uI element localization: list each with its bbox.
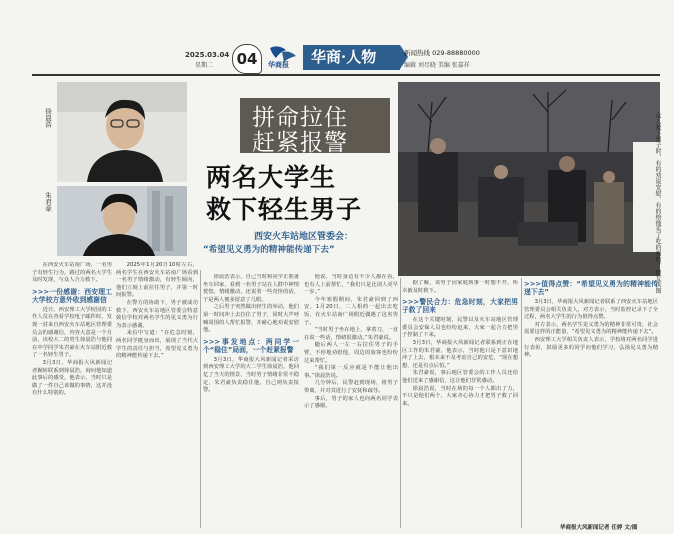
page-number: 04 [232, 44, 262, 74]
paragraph: “我们第一反应就是不能让他出事。”徐晨浩说。 [304, 365, 398, 379]
column-divider [521, 278, 522, 528]
article-column-1b [116, 262, 198, 530]
header-rule [32, 74, 660, 76]
portrait-name-2: 朱君豪 [44, 192, 52, 212]
portrait-photo-2 [57, 186, 187, 256]
paragraph: 徐晨浩表示，自己当时和同学正准备坐车回家，看到一名男子站在人群中神情恍惚，情绪激动，还说着一些奇怪的话，于是两人便多留意了几眼。 [203, 274, 299, 303]
headline-line-4: 救下轻生男子 [206, 195, 363, 224]
paragraph: 2025年1月20日10时左右，两名学生在西安火车站南广场看到一名男子情绪激动，有轻生倾向，他们立刻上前拉住男子，并第一时间报警。 [116, 262, 198, 299]
paragraph: 朱君豪说，事后地区管委会的工作人员还给他们送来了感谢信，这让他们非常感动。 [402, 370, 518, 384]
paragraph: 他说，当时身边有不少人都在看，也有人上前帮忙，“我们只是比别人更早一步。” [304, 274, 398, 296]
subhead-2: >>>事发地点：两同学一个“稳住”局面，一个赶紧报警 [203, 337, 299, 354]
scene-photo-caption: 众人救下男子时，有的劝说安慰，有的给他买了吃的喝的。 网友供图 [654, 112, 661, 294]
newspaper-logo-text: 华商报 [268, 61, 289, 69]
paragraph: 3月3日，华商报大风新闻记者采访到西安理工大学的大二学生徐晨浩，他回忆了当天的情景，当时男子情绪非常不稳定，朱君豪负责稳住他，自己则负责报警。 [203, 356, 299, 394]
issue-date: 2025.03.04 [185, 51, 230, 59]
editor-credits: 编辑 刘尽晓 美编 张嘉祥 [404, 62, 470, 69]
paragraph: 3月3日，华商报大风新闻记者联系了西安火车站地区管理委员会相关负责人，对方表示，当时监控记录下了全过程，两名大学生的行为值得点赞。 [524, 299, 658, 321]
section-title: 华商·人物 [303, 45, 400, 70]
column-divider [400, 278, 401, 528]
paragraph: 在警方的协助下，男子被成功救下，西安火车站地区管委会特意致信学校对两名学生的见义勇为行为表示感谢。 [116, 299, 198, 329]
subhead-4: >>>警民合力：危急时刻，大家把男子救了回来 [402, 298, 518, 315]
portrait-photo-1 [57, 82, 187, 182]
paragraph: 几分钟后，民警赶到现场，将男子带离，并对其进行了安抚和疏导。 [304, 380, 398, 394]
scene-photo [398, 82, 660, 276]
paragraph: 近日，西安理工大学校园的工作人员在查看学校电子邮件时，发现一封来自西安火车站地区管理委员会的感谢信，内容大意是一个月前，该校大二的男生徐晨浩与他同在中学同学朱君豪在火车站附近救了一名轻生男子。 [32, 306, 112, 359]
subheadline-1: 西安火车站地区管委会： [254, 232, 354, 242]
article-column-1 [32, 262, 112, 530]
article-column-4 [402, 280, 518, 530]
paragraph: 在这个关键时刻，民警以及火车站地区管理委员会安保人员也纷纷赶来，大家一起合力把男子控制了下来。 [402, 317, 518, 339]
subhead-5: >>>值得点赞：“希望见义勇为的精神能传递下去” [524, 280, 658, 296]
subhead-1: >>>一份感谢：西安理工大学校方意外收到感谢信 [32, 287, 112, 304]
article-column-3 [304, 274, 398, 530]
paragraph: 3月3日，华商报大风新闻记者联系到正在地区工作的朱君豪，他表示，当时他只是下意识地冲了上去，根本来不及考虑自己的安危，“现在想想，还是有点后怕。” [402, 339, 518, 369]
article-column-5 [524, 280, 658, 522]
paragraph: 今年寒假期间，朱君豪回到了西安，1月20日，二人相约一起出去吃饭，在火车站南广场附近偶遇了这名男子。 [304, 296, 398, 326]
column-divider [200, 270, 201, 528]
paragraph: 对方表示，两名学生见义勇为的精神非常可贵，社会需要这样的正能量，“希望见义勇为的精神能传递下去”。 [524, 321, 658, 336]
portrait-name-1: 徐晨浩 [44, 108, 52, 128]
news-hotline: 新闻热线 029-88880000 [404, 49, 480, 57]
headline-line-1: 拼命拉住 [252, 105, 348, 131]
paragraph: 之后男子突然做出轻生的举动，他们第一时间冲上去拉住了男子，同时大声呼喊周围的人帮忙报警，并耐心地劝说安慰他。 [203, 304, 299, 334]
byline-signature: 华商报大风新闻记者 任婷 文/图 [560, 525, 638, 531]
paragraph: 据了解，该男子因家庭琐事一时想不开，所幸被及时救下。 [402, 280, 518, 294]
paragraph: 在西安火车站南广场，一名男子有轻生行为，路过的两名大学生及时发现，与众人合力救下。 [32, 262, 112, 284]
paragraph: 徐晨浩说，当时在场的每一个人都出了力，不只是他们两个，大家齐心协力才把男子救了回来。 [402, 385, 518, 407]
paragraph: “当时男子坐在地上，拿着刀，一直在说一些话，情绪很激动。”朱君豪说。 [304, 327, 398, 341]
headline-line-2: 赶紧报警 [252, 130, 348, 156]
paragraph: 事后，男子的家人也向两名同学表示了感谢。 [304, 395, 398, 410]
headline-line-3: 两名大学生 [206, 163, 337, 192]
paragraph: 西安理工大学相关负责人表示，学校将对两名同学进行表彰，鼓励更多的同学向他们学习，弘扬见义勇为精神。 [524, 336, 658, 359]
issue-weekday: 星期二 [195, 62, 214, 69]
paragraph: 随后两人一左一右拉住男子的手臂，不停地劝慰他，周边的旅客也纷纷过来帮忙。 [304, 342, 398, 364]
subheadline-2: “希望见义勇为的精神能传递下去” [203, 245, 335, 255]
paragraph: 3月3日，华商报大风新闻记者辗转联系到徐晨浩，询问他知道此事后的感受，他表示，当时只是做了一件自己该做的事情，这并没有什么特别的。 [32, 359, 112, 397]
article-column-2 [203, 274, 299, 530]
paragraph: 来信中写道：“在危急时刻，两名同学挺身而出，展现了当代大学生的责任与担当，希望见义勇为的精神能传递下去。” [116, 330, 198, 360]
